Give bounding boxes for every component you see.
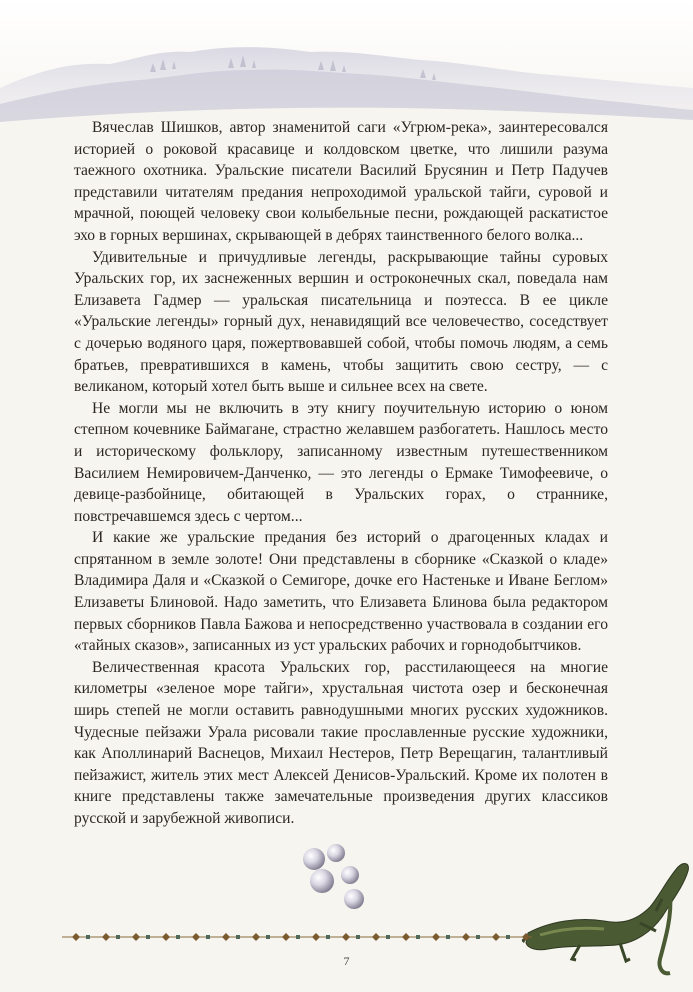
- paragraph: Удивительные и причудливые легенды, раскрывающие тайны суровых Уральских гор, их заснеженных вершин и остроконечных скал, поведала нам Елизавета Гадмер — уральская писательница и поэтесса. В ее цикле «Уральские легенды» горный дух, ненавидящий все человечество, соседствует с дочерью водяного царя, пожертвовавшей собой, чтобы помочь людям, а семь братьев, превратившихся в камень, чтобы защитить свою сестру, — с великаном, который хотел быть выше и сильнее всех на свете.: [74, 248, 608, 396]
- mountain-landscape-illustration: [0, 0, 693, 130]
- paragraph: Не могли мы не включить в эту книгу поучительную историю о юном степном кочевнике Баймагане, страстно желавшем разбогатеть. Нашлось место и историческому фольклору, записанному известным путешественником Василием Немировичем-Данченко, — это легенды о Ермаке Тимофеевиче, о девице-разбойнице, обитающей в Уральских горах, о страннике, повстречавшемся здесь с чертом...: [74, 399, 608, 525]
- main-text: [74, 117, 608, 830]
- paragraph: И какие же уральские предания без историй о драгоценных кладах и спрятанном в земле золоте! Они представлены в сборнике «Сказкой о кладе» Владимира Даля и «Сказкой о Семигоре, дочке его Настеньке и Иване Беглом» Елизаветы Блиновой. Надо заметить, что Елизавета Блинова была редактором первых сборников Павла Бажова и непосредственно участвовала в создании его «тайных сказов», записанных из уст уральских рабочих и горнодобытчиков.: [74, 529, 608, 655]
- paragraph: Величественная красота Уральских гор, расстилающееся на многие километры «зеленое море тайги», хрустальная чистота озер и бесконечная ширь степей не могли оставить равнодушными многих русских художников. Чудесные пейзажи Урала рисовали такие прославленные русские художники, как Аполлинарий Васнецов, Михаил Нестеров, Петр Верещагин, талантливый пейзажист, житель этих мест Алексей Денисов-Уральский. Кроме их полотен в книге представлены также замечательные произведения других классиков русской и зарубежной живописи.: [74, 658, 608, 827]
- pearls-illustration: [292, 835, 392, 915]
- page-number: 7: [343, 954, 350, 968]
- decorative-border-ornament: [62, 930, 532, 944]
- paragraph: Вячеслав Шишков, автор знаменитой саги «Угрюм-река», заинтересовался историей о роковой красавице и колдовском цветке, что лишили разума таежного охотника. Уральские писатели Василий Брусянин и Петр Падучев представили читателям предания непроходимой уральской тайги, суровой и мрачной, поющей человеку свои колыбельные песни, рождающей раскатистое эхо в горных вершинах, скрывающей в дебрях таинственного белого волка...: [74, 119, 608, 244]
